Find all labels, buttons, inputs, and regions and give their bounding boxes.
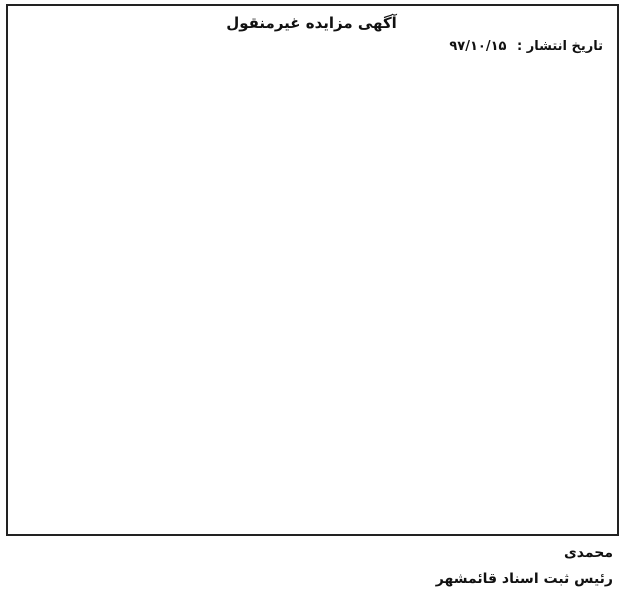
- signatory-name: محمدی: [563, 545, 613, 561]
- publication-date-label: تاریخ انتشار :: [517, 39, 603, 54]
- publication-date-value: ۹۷/۱۰/۱۵: [449, 39, 507, 54]
- signature-block: [436, 540, 613, 592]
- publication-date-line: [20, 36, 603, 58]
- notice-title: آگهی مزایده غیرمنقول: [226, 14, 397, 32]
- notice-frame: [6, 4, 619, 536]
- signatory-title: رئیس ثبت اسناد قائمشهر: [435, 571, 613, 587]
